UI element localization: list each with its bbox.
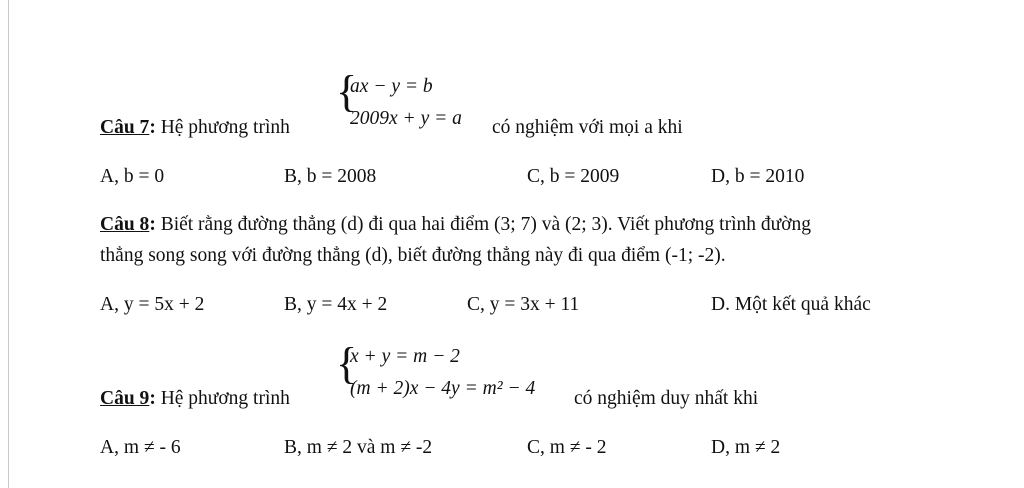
q7-equation-1: ax − y = b	[350, 76, 433, 97]
page-edge	[8, 0, 9, 488]
q9-equation-1: x + y = m − 2	[350, 346, 460, 367]
q7-equation-2: 2009x + y = a	[350, 108, 462, 129]
q7-option-a: A, b = 0	[100, 166, 165, 187]
q9-suffix: có nghiệm duy nhất khi	[574, 388, 759, 409]
q9-question	[100, 388, 290, 410]
q8-option-c: C, y = 3x + 11	[467, 294, 580, 315]
q7-question	[100, 117, 290, 139]
q8-option-a: A, y = 5x + 2	[100, 294, 205, 315]
q8-question-line-2: thẳng song song với đường thẳng (d), biết đường thẳng này đi qua điểm (-1; -2).	[100, 245, 726, 266]
q9-label: Câu 9:	[100, 388, 156, 409]
q7-option-b: B, b = 2008	[284, 166, 377, 187]
q9-option-d: D, m ≠ 2	[711, 437, 781, 458]
q9-brace: {	[336, 339, 358, 388]
q7-label: Câu 7:	[100, 117, 156, 138]
q8-option-b: B, y = 4x + 2	[284, 294, 388, 315]
q7-suffix: có nghiệm với mọi a khi	[492, 117, 683, 138]
q9-prompt: Hệ phương trình	[155, 388, 290, 409]
q7-option-d: D, b = 2010	[711, 166, 805, 187]
q8-option-d: D. Một kết quả khác	[711, 294, 871, 315]
q9-option-a: A, m ≠ - 6	[100, 437, 181, 458]
q9-option-b: B, m ≠ 2 và m ≠ -2	[284, 437, 433, 458]
q7-prompt: Hệ phương trình	[155, 117, 290, 138]
q8-question-line-1	[100, 214, 811, 236]
q9-equation-2: (m + 2)x − 4y = m² − 4	[350, 378, 536, 399]
q8-label: Câu 8:	[100, 214, 156, 235]
q8-text-1: Biết rằng đường thẳng (d) đi qua hai điểm (3; 7) và (2; 3). Viết phương trình đường	[155, 214, 812, 235]
q9-option-c: C, m ≠ - 2	[527, 437, 607, 458]
q7-option-c: C, b = 2009	[527, 166, 620, 187]
q7-brace: {	[336, 67, 358, 116]
